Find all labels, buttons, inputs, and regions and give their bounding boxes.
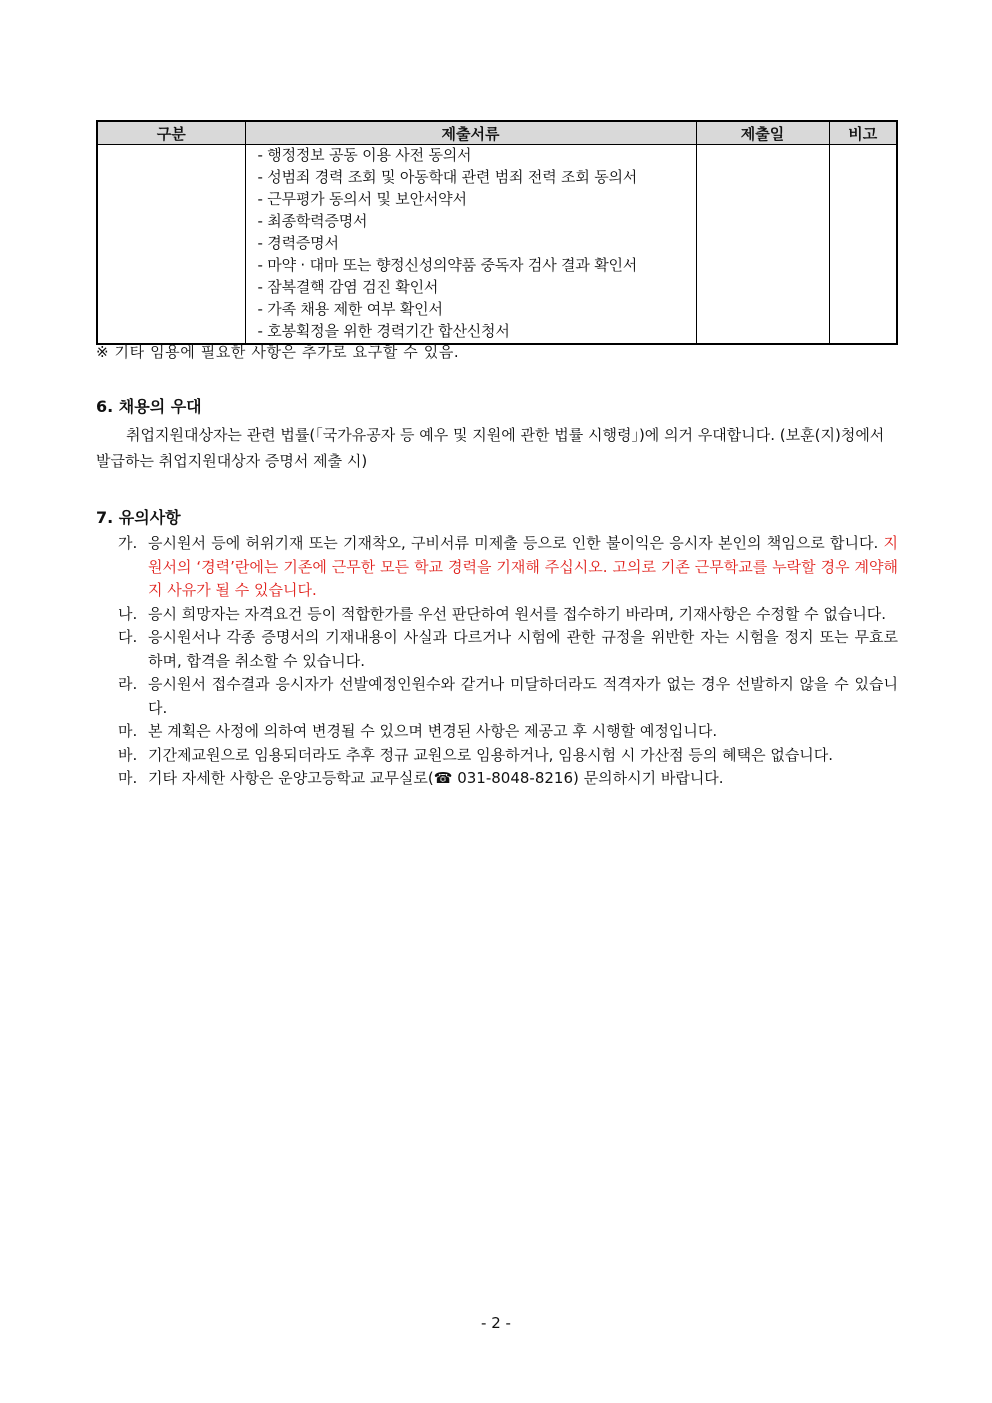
- list-item: [118, 603, 898, 627]
- item-marker: 마.: [118, 769, 138, 787]
- documents-cell: [245, 145, 696, 345]
- table-row: [97, 145, 897, 345]
- list-item: [118, 767, 898, 791]
- item-marker: 나.: [118, 604, 138, 623]
- list-item: - 행정정보 공동 이용 사전 동의서: [257, 146, 472, 164]
- documents-table: [96, 120, 898, 345]
- page-number: - 2 -: [481, 1314, 511, 1332]
- section-6-body: [96, 422, 898, 474]
- list-item: - 근무평가 동의서 및 보안서약서: [257, 190, 467, 208]
- item-marker: 가.: [118, 534, 138, 552]
- list-item: [118, 532, 898, 603]
- header-documents: 제출서류: [245, 121, 696, 145]
- list-item: - 최종학력증명서: [257, 212, 368, 230]
- list-item: [118, 673, 898, 720]
- list-item: - 호봉획정을 위한 경력기간 합산신청서: [257, 322, 510, 340]
- list-item: [118, 626, 898, 673]
- date-cell: [696, 145, 829, 345]
- item-text: 응시 희망자는 자격요건 등이 적합한가를 우선 판단하여 원서를 접수하기 바라며, 기재사항은 수정할 수 없습니다.: [148, 604, 887, 623]
- list-item: - 성범죄 경력 조회 및 아동학대 관련 범죄 전력 조회 동의서: [257, 168, 638, 186]
- note-cell: [829, 145, 897, 345]
- list-item: - 가족 채용 제한 여부 확인서: [257, 300, 443, 318]
- table-footnote: ※ 기타 임용에 필요한 사항은 추가로 요구할 수 있음.: [96, 343, 460, 361]
- category-cell: [97, 145, 245, 345]
- item-marker: 바.: [118, 745, 138, 764]
- warning-text: 지원서의 ‘경력’란에는 기존에 근무한 모든 학교 경력을 기재해 주십시오. 고의로 기존 근무학교를 누락할 경우 계약해지 사유가 될 수 있습니다.: [148, 534, 898, 599]
- item-text: 기타 자세한 사항은 운양고등학교 교무실로(☎ 031-8048-8216) 문의하시기 바랍니다.: [148, 769, 724, 787]
- notes-list: [118, 532, 898, 791]
- item-text: 응시원서 접수결과 응시자가 선발예정인원수와 같거나 미달하더라도 적격자가 없는 경우 선발하지 않을 수 있습니다.: [148, 675, 898, 717]
- list-item: [118, 744, 898, 768]
- table-header-row: [97, 121, 897, 145]
- item-marker: 라.: [118, 675, 138, 693]
- header-category: 구분: [97, 121, 245, 145]
- item-text: [148, 532, 898, 603]
- item-text: 응시원서나 각종 증명서의 기재내용이 사실과 다르거나 시험에 관한 규정을 위반한 자는 시험을 정지 또는 무효로 하며, 합격을 취소할 수 있습니다.: [148, 628, 898, 670]
- item-text: 본 계획은 사정에 의하여 변경될 수 있으며 변경된 사항은 제공고 후 시행할 예정입니다.: [148, 722, 718, 740]
- section-6-text: 취업지원대상자는 관련 법률(｢국가유공자 등 예우 및 지원에 관한 법률 시행령｣)에 의거 우대합니다. (보훈(지)청에서 발급하는 취업지원대상자 증명서 제출 시): [96, 426, 885, 470]
- section-7-title: 7. 유의사항: [96, 508, 181, 527]
- header-note: 비고: [829, 121, 897, 145]
- item-marker: 다.: [118, 628, 138, 646]
- item-body: 응시원서 등에 허위기재 또는 기재착오, 구비서류 미제출 등으로 인한 불이익은 응시자 본인의 책임으로 합니다.: [148, 534, 884, 552]
- item-marker: 마.: [118, 722, 138, 740]
- item-text: 기간제교원으로 임용되더라도 추후 정규 교원으로 임용하거나, 임용시험 시 가산점 등의 혜택은 없습니다.: [148, 745, 834, 764]
- list-item: - 잠복결핵 감염 검진 확인서: [257, 278, 439, 296]
- header-date: 제출일: [696, 121, 829, 145]
- list-item: - 경력증명서: [257, 234, 339, 252]
- document-list: [246, 145, 696, 343]
- list-item: [118, 720, 898, 744]
- section-6-title: 6. 채용의 우대: [96, 397, 202, 416]
- list-item: - 마약 · 대마 또는 향정신성의약품 중독자 검사 결과 확인서: [257, 256, 638, 274]
